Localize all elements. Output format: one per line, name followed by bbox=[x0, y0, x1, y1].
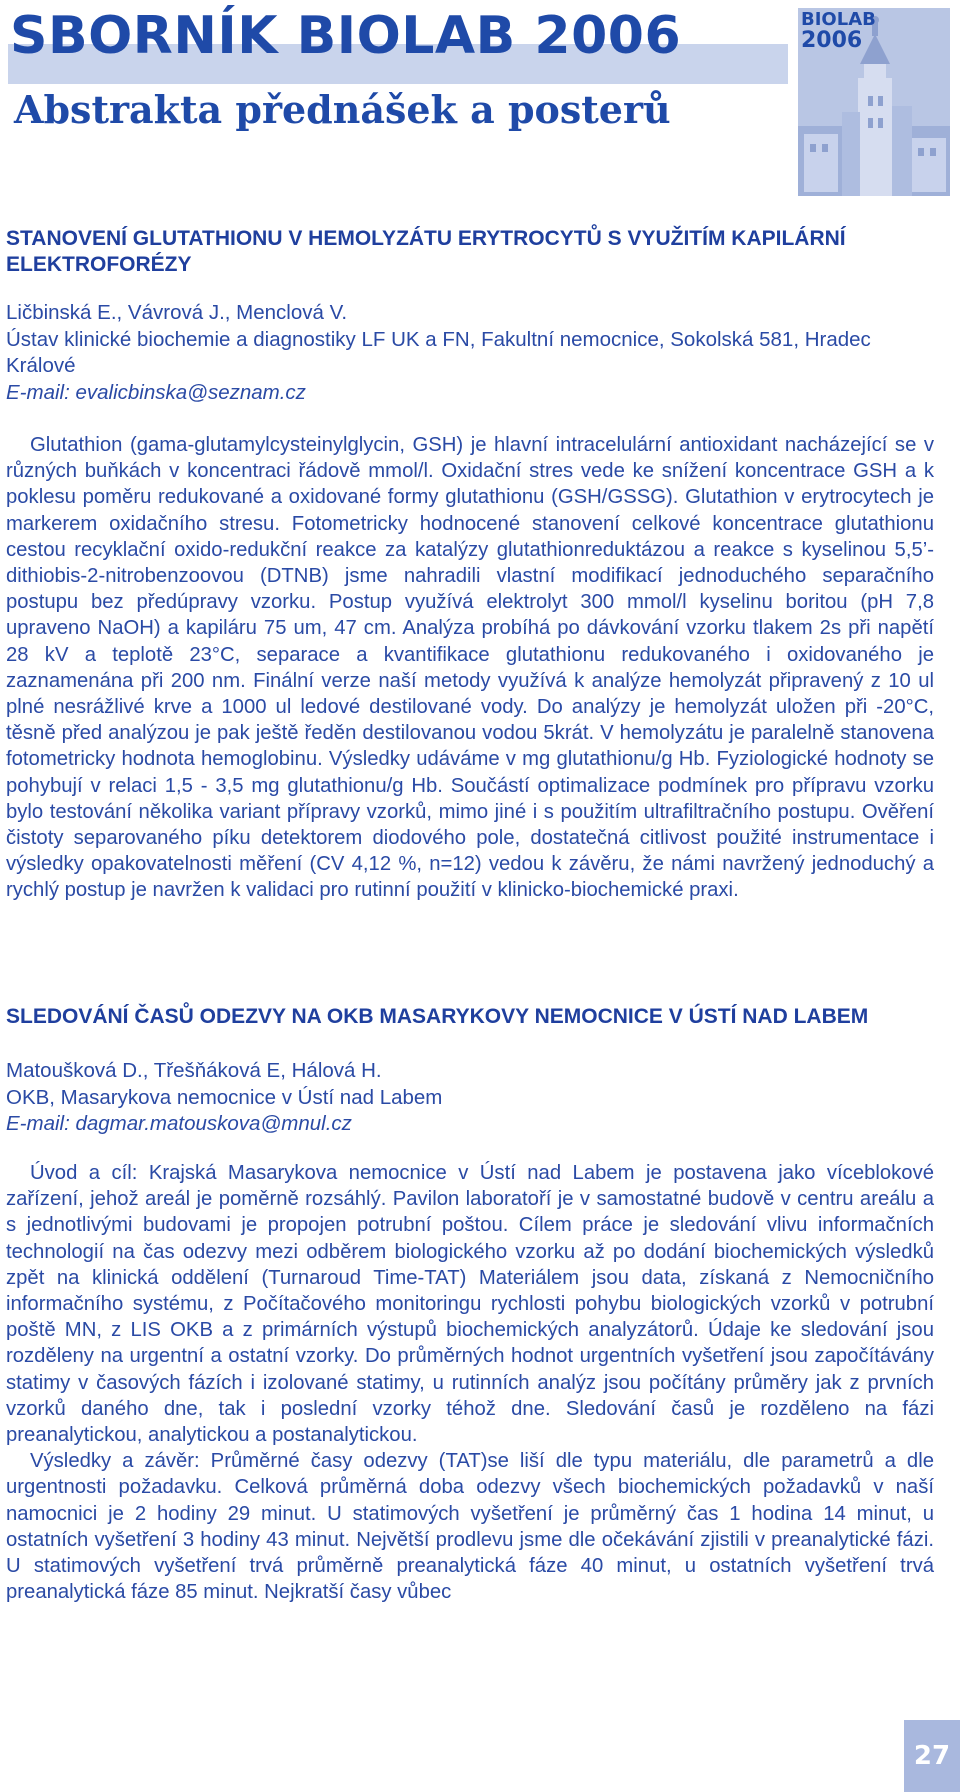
biolab-logo bbox=[798, 8, 950, 196]
article-2-email: E-mail: dagmar.matouskova@mnul.cz bbox=[6, 1112, 352, 1135]
logo-line-1: BIOLAB bbox=[801, 9, 876, 30]
page-number: 27 bbox=[904, 1720, 960, 1792]
page-header bbox=[0, 0, 960, 200]
article-1-email: E-mail: evalicbinska@seznam.cz bbox=[6, 380, 306, 404]
publication-subtitle: Abstrakta přednášek a posterů bbox=[14, 87, 671, 132]
logo-text bbox=[801, 10, 876, 52]
article-2-paragraph-1: Úvod a cíl: Krajská Masarykova nemocnice v Ústí nad Labem je postavena jako víceblokové zařízení, jehož areál je poměrně rozsáhlý. Pavilon laboratoří je v samostatné budově v centru areálu a s jednotlivými budovami je propojen potrubní poštou. Cílem práce je sledování vlivu informačních technologií na čas odezvy mezi odběrem biologického vzorku až po dodání biochemických výsledků zpět na klinická oddělení (Turnaroud Time-TAT) Materiálem jsou data, získaná z Nemocničního informačního systému, z Počítačového monitoringu rychlosti pohybu biologických vzorků v potrubní poště MN, z LIS OKB a z primárních výstupů biochemických analyzátorů. Údaje ke sledování jsou rozděleny na urgentní a ostatní vzorky. Do průměrných hodnot urgentních vyšetření jsou započítávány statimy v časových fázích i izolované statimy, u rutinních analýz jsou počítány průměry jak z prvních vzorků daného dne, tak i poslední vzorky téhož dne. Sledování časů je rozděleno na fázi preanalytickou, analytickou a postanalytickou. bbox=[6, 1162, 934, 1447]
article-1-paragraph: Glutathion (gama-glutamylcysteinylglycin, GSH) je hlavní intracelulární antioxidant nacházející se v různých buňkách v koncentraci řádově mmol/l. Oxidační stres vede ke snížení koncentrace GSH a k poklesu poměru redukované a oxidované formy glutathionu (GSH/GSSG). Glutathion v erytrocytech je markerem oxidačního stresu. Fotometricky hodnocené stanovení celkové koncentrace glutathionu cestou recyklační oxido-redukční reakce za katalýzy glutathionreduktázou a reakce s kyselinou 5,5’-dithiobis-2-nitrobenzoovou (DTNB) jsme nahradili vlastní modifikací jednoduchého separačního postupu bez předúpravy vzorku. Postup využívá elektrolyt 300 mmol/l kyselinu boritou (pH 7,8 upraveno NaOH) a kapiláru 75 um, 47 cm. Analýza probíhá po dávkování vzorku tlakem 2s při napětí 28 kV a teplotě 23°C, separace a kvantifikace glutathionu redukovaného i oxidovaného je zaznamenána při 200 nm. Finální verze naší metody využívá k analýze hemolyzát připravený z 10 ul plné nesrážlivé krve a 1000 ul ledové destilované vody. Do analýzy je hemolyzát uložen při -20°C, těsně před analýzou je pak ještě ředěn destilovanou vodou 5krát. V hemolyzátu je paralelně stanovena fotometricky hodnota hemoglobinu. Výsledky udáváme v mg glutathionu/g Hb. Fyziologické hodnoty se pohybují v relaci 1,5 - 3,5 mg glutathionu/g Hb. Součástí optimalizace podmínek pro přípravu vzorku bylo testování několika variant přípravy vzorků, mimo jiné i s použitím ultrafiltračního postupu. Ověření čistoty separovaného píku detektorem diodového pole, dostatečná citlivost použité instrumentace i výsledky opakovatelnosti měření (CV 4,12 %, n=12) vedou k závěru, že námi navržený jednoduchý a rychlý postup je navržen k validaci pro rutinní použití v klinicko-biochemické praxi. bbox=[6, 434, 934, 902]
article-2-meta bbox=[6, 1058, 926, 1138]
article-1-affiliation: Ústav klinické biochemie a diagnostiky LF UK a FN, Fakultní nemocnice, Sokolská 581, Hradec Králové bbox=[6, 327, 871, 377]
article-2-authors: Matoušková D., Třešňáková E, Hálová H. bbox=[6, 1059, 382, 1082]
publication-title: SBORNÍK BIOLAB 2006 bbox=[10, 6, 682, 66]
article-2-affiliation: OKB, Masarykova nemocnice v Ústí nad Labem bbox=[6, 1085, 443, 1109]
article-1-abstract bbox=[6, 432, 934, 904]
article-2-paragraph-2: Výsledky a závěr: Průměrné časy odezvy (TAT)se liší dle typu materiálu, dle parametrů a dle urgentnosti požadavku. Celková průměrná doba odezvy všech biochemických požadavků v naší namocnici je 2 hodiny 29 minut. U statimových vyšetření je průměrný čas 1 hodina 14 minut, u ostatních vyšetření 3 hodiny 43 minut. Největší prodlevu jsme dle očekávání zjistili v preanalytické fázi. U statimových vyšetření trvá průměrně preanalytická fáze 40 minut, u ostatních vyšetření trvá preanalytická fáze 85 minut. Nejkratší časy vůbec bbox=[6, 1450, 934, 1604]
article-1-authors: Ličbinská E., Vávrová J., Menclová V. bbox=[6, 301, 348, 324]
article-1-meta bbox=[6, 300, 926, 406]
article-1-title: STANOVENÍ GLUTATHIONU V HEMOLYZÁTU ERYTROCYTŮ S VYUŽITÍM KAPILÁRNÍ ELEKTROFORÉZY bbox=[6, 227, 846, 276]
logo-line-2: 2006 bbox=[801, 28, 863, 53]
article-2-abstract bbox=[6, 1160, 934, 1605]
article-2-title: SLEDOVÁNÍ ČASŮ ODEZVY NA OKB MASARYKOVY NEMOCNICE V ÚSTÍ NAD LABEM bbox=[6, 1005, 869, 1028]
